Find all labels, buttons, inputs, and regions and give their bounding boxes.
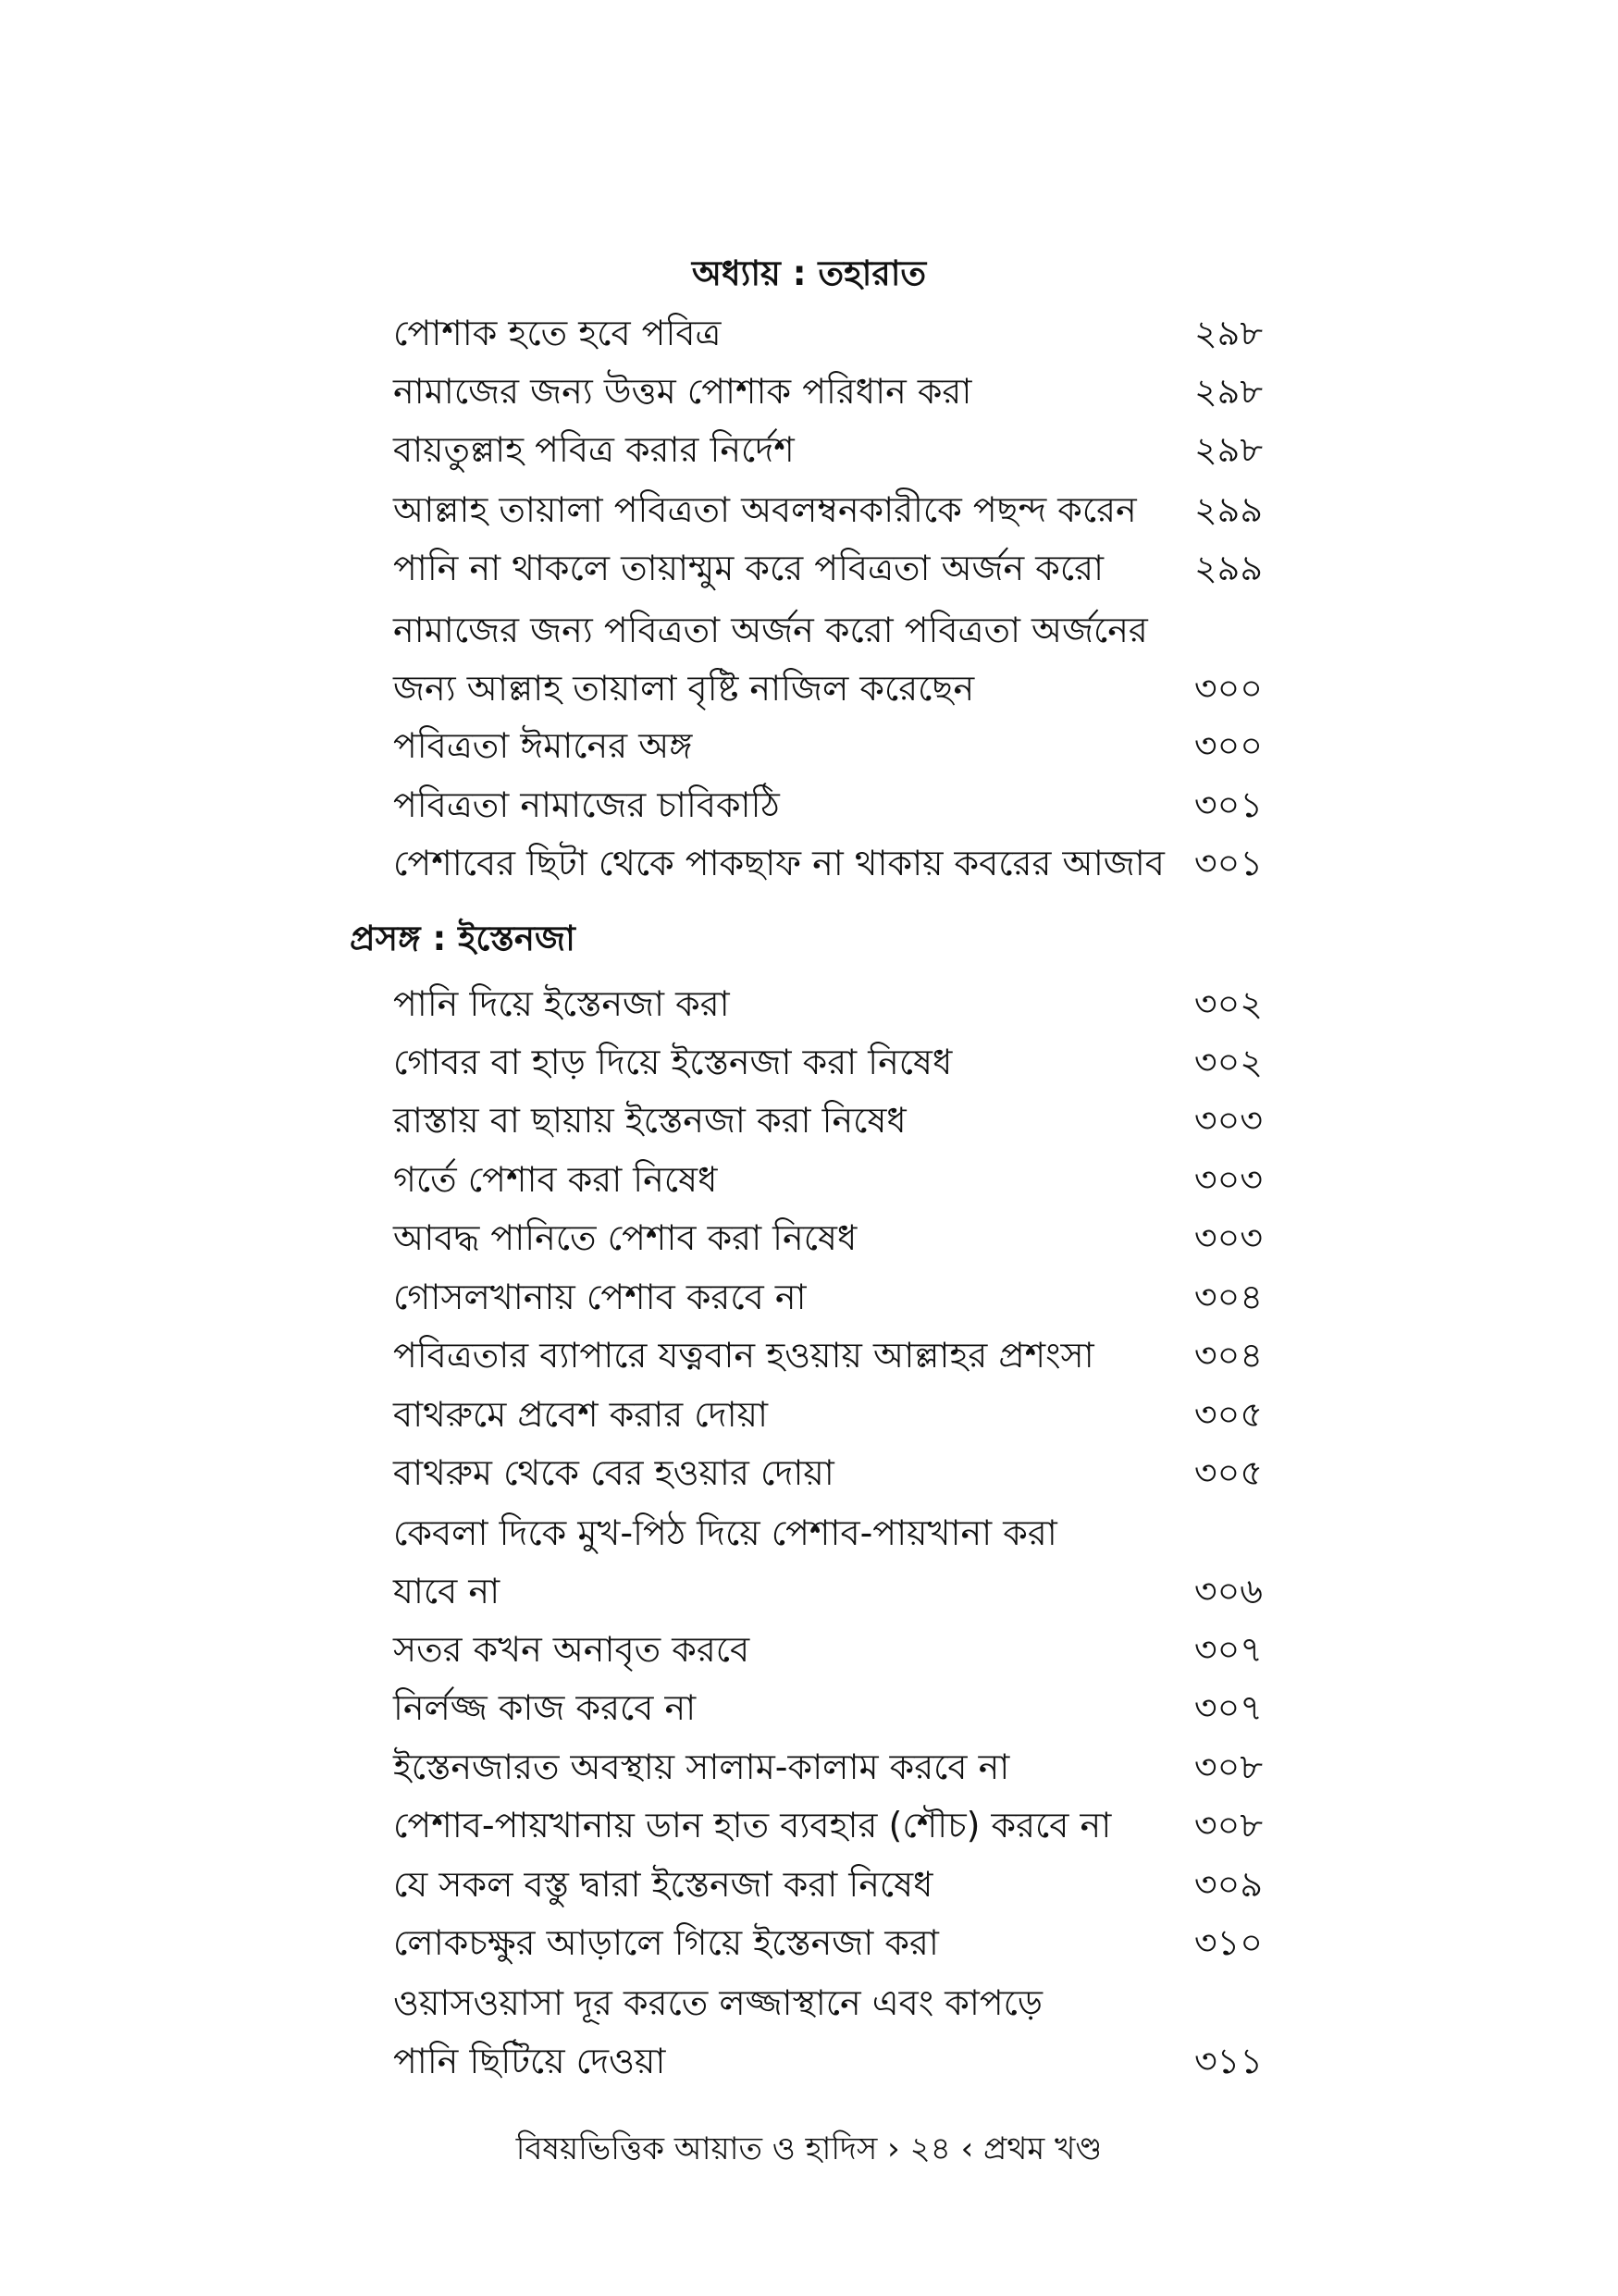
entry-page-number: ২৯৯ [1193, 489, 1263, 530]
entry-page-number: ৩০৮ [1193, 1805, 1263, 1845]
toc-entry [393, 1269, 1263, 1325]
entry-page-number: ২৯৮ [1193, 371, 1263, 412]
entry-page-number: ৩০২ [1193, 983, 1263, 1024]
toc-entry [393, 1915, 1263, 1970]
toc-entry [393, 540, 1263, 596]
toc-entry [393, 1327, 1263, 1383]
toc-entry [393, 777, 1263, 833]
entry-title: লোকচক্ষুর আড়ালে গিয়ে ইস্তেনজা করা [393, 1922, 939, 1963]
entry-title: নামাজের জন্য উত্তম পোশাক পরিধান করা [393, 371, 972, 412]
entry-title: পবিত্রতার ব্যাপারে যত্নবান হওয়ায় আল্লাহর প্রশংসা [393, 1335, 1094, 1376]
toc-entry [393, 1680, 1263, 1735]
entry-page-number: ৩০৬ [1193, 1571, 1263, 1611]
toc-entry [393, 482, 1263, 537]
entry-page-number: ৩০৭ [1193, 1687, 1263, 1728]
entry-title: আবদ্ধ পানিতে পেশাব করা নিষেধ [393, 1217, 858, 1258]
chapter-title: অধ্যায় : তহারাত [691, 253, 927, 293]
entry-page-number: ৩০৩ [1193, 1100, 1263, 1141]
entry-title: নির্লজ্জ কাজ করবে না [393, 1687, 697, 1728]
entry-title-line: কেবলা দিকে মুখ-পিঠ দিয়ে পেশাব-পায়খানা করা [393, 1512, 1057, 1553]
toc-entry [393, 1210, 1263, 1265]
entry-title: সতর কখন অনাবৃত করবে [393, 1629, 750, 1670]
toc-entry [393, 1739, 1263, 1795]
entry-title: বায়তুল্লাহ পবিত্র করার নির্দেশ [393, 429, 795, 470]
entry-title: গোবর বা হাড় দিয়ে ইস্তেনজা করা নিষেধ [393, 1042, 953, 1082]
entry-title: পবিত্রতা নামাজের চাবিকাঠি [393, 784, 780, 825]
entry-title: যে সকল বস্তু দ্বারা ইস্তেনজা করা নিষেধ [393, 1864, 933, 1905]
toc-entry [393, 1797, 1263, 1853]
entry-title-line: নামাজের জন্য পবিত্রতা অর্জন করো পবিত্রতা অর্জনের [393, 610, 1148, 650]
entry-title-line: ওয়াসওয়াসা দূর করতে লজ্জাস্থানে এবং কাপড়ে [393, 1982, 1044, 2023]
entry-page-number: ২৯৮ [1193, 313, 1263, 353]
entry-title: বাথরুমে প্রবেশ করার দোয়া [393, 1394, 769, 1435]
entry-page-number: ৩০০ [1193, 725, 1263, 766]
entry-title [393, 1974, 1161, 2091]
entry-page-number: ৩০৩ [1193, 1159, 1263, 1200]
toc-entry [393, 1504, 1263, 1621]
entry-title: গোসলখানায় পেশাব করবে না [393, 1277, 807, 1317]
entry-title: রাস্তায় বা ছায়ায় ইস্তেনজা করা নিষেধ [393, 1100, 907, 1141]
entry-title-line: পানি ছিটিয়ে দেওয়া [393, 2041, 666, 2081]
toc-entry [393, 976, 1263, 1031]
toc-entry [393, 601, 1263, 718]
entry-title: আল্লাহ তায়ালা পবিত্রতা অবলম্বনকারীকে পছন্দ করেন [393, 489, 1137, 530]
entry-title: গর্তে পেশাব করা নিষেধ [393, 1159, 718, 1200]
toc-entry [393, 422, 1263, 477]
entry-title [393, 601, 1161, 718]
entry-title: বাথরুম থেকে বের হওয়ার দোয়া [393, 1452, 834, 1493]
toc-entry [393, 1387, 1263, 1442]
toc-entry [393, 718, 1263, 773]
entry-title: পানি না থাকলে তায়াম্মুম করে পবিত্রতা অর্জন করো [393, 548, 1105, 588]
entry-title: পোশাক হতে হবে পবিত্র [393, 313, 722, 353]
toc-entry [393, 1152, 1263, 1207]
entry-page-number: ৩০৪ [1193, 1335, 1263, 1376]
entry-title-line: যাবে না [393, 1571, 500, 1611]
entry-title: পেশাব-পায়খানায় ডান হাত ব্যবহার (শৌচ) করবে না [393, 1805, 1112, 1845]
entry-page-number: ৩০১ [1193, 843, 1263, 883]
entry-title [393, 1504, 1161, 1621]
toc-entry [393, 1092, 1263, 1148]
entry-page-number: ৩০৭ [1193, 1629, 1263, 1670]
entry-title: ইস্তেনজারত অবস্থায় সালাম-কালাম করবে না [393, 1747, 1010, 1787]
entry-title: পবিত্রতা ঈমানের অঙ্গ [393, 725, 693, 766]
section-title: প্রসঙ্গ : ইস্তেনজা [350, 919, 575, 958]
entry-page-number: ৩০৪ [1193, 1277, 1263, 1317]
entry-page-number: ৩১০ [1193, 1922, 1263, 1963]
entry-page-number: ৩০৯ [1193, 1864, 1263, 1905]
entry-page-number: ৩০৮ [1193, 1747, 1263, 1787]
toc-entry [393, 1622, 1263, 1677]
entry-page-number: ৩০৩ [1193, 1217, 1263, 1258]
page-footer: বিষয়ভিত্তিক আয়াত ও হাদিস › ২৪ ‹ প্রথম খণ্ড [515, 2130, 1103, 2167]
entry-page-number: ৩০৫ [1193, 1394, 1263, 1435]
entry-title: পানি দিয়ে ইস্তেনজা করা [393, 983, 730, 1024]
entry-title-line: জন্য আল্লাহ তায়ালা বৃষ্টি নাজিল করেছেন [393, 668, 975, 709]
entry-page-number: ৩০১ [1193, 784, 1263, 825]
toc-entry [393, 305, 1263, 361]
entry-page-number: ৩১১ [1193, 2041, 1263, 2081]
toc-entry [393, 1974, 1263, 2091]
toc-entry [393, 835, 1263, 891]
toc-entry [393, 1034, 1263, 1090]
entry-page-number: ৩০৫ [1193, 1452, 1263, 1493]
entry-page-number: ৩০২ [1193, 1042, 1263, 1082]
toc-entry [393, 1857, 1263, 1912]
entry-page-number: ২৯৯ [1193, 548, 1263, 588]
entry-title: পেশাবের ছিটা থেকে পাকছাফ না থাকায় কবরের আজাব [393, 843, 1165, 883]
toc-entry [393, 1445, 1263, 1500]
entry-page-number: ২৯৮ [1193, 429, 1263, 470]
toc-entry [393, 364, 1263, 419]
entry-page-number: ৩০০ [1193, 668, 1263, 709]
